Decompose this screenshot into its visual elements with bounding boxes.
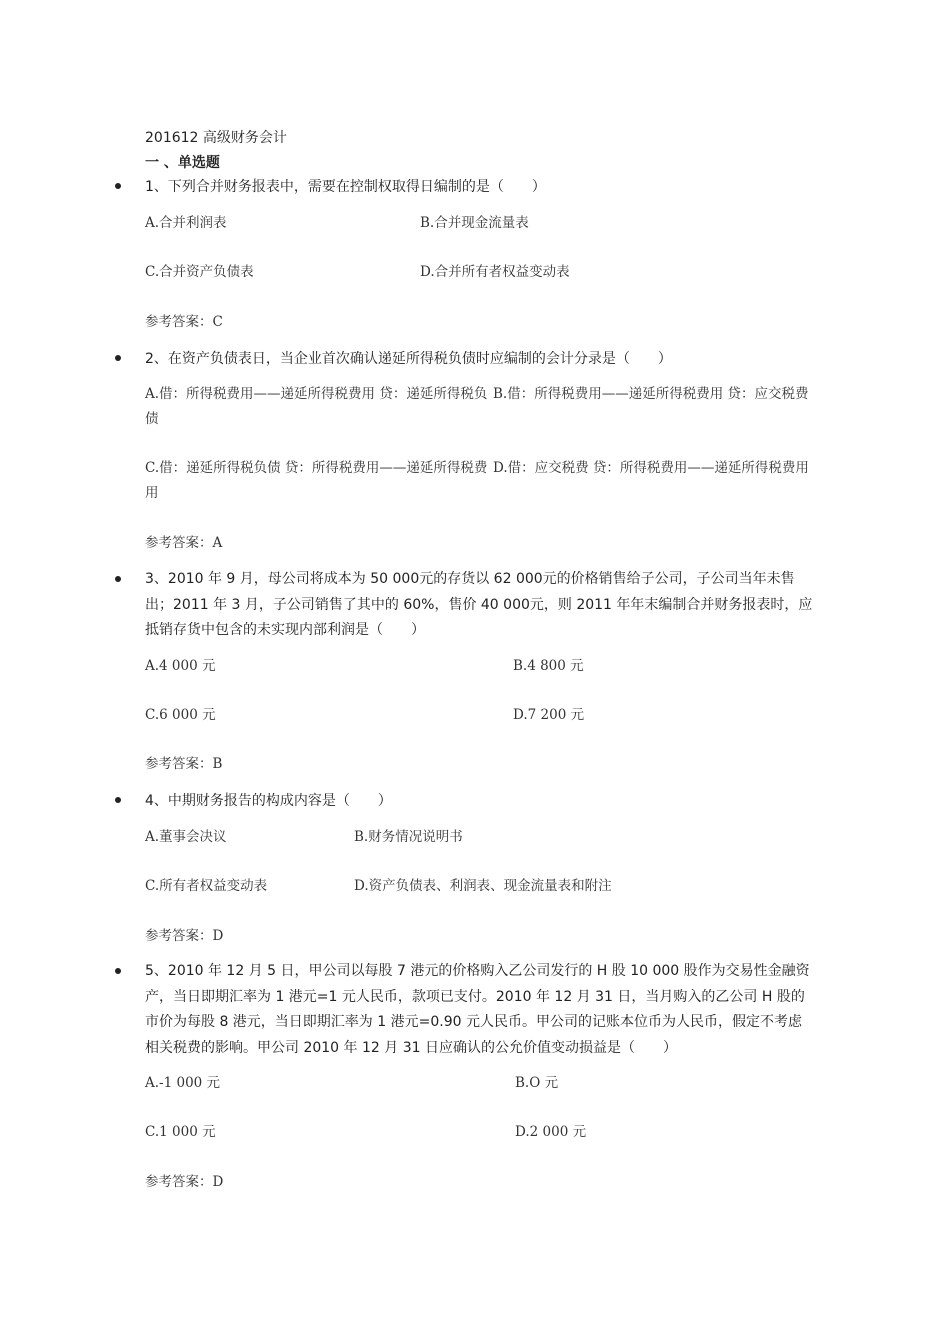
question-5-text: 5、2010 年 12 月 5 日，甲公司以每股 7 港元的价格购入乙公司发行的 H 股 10 000 股作为交易性金融资产，当日即期汇率为 1 港元=1 元人民币，款项已支付。2010 年 12 月 31 日，当月购入的乙公司 H 股的市价为每股 8 港元，当日即期汇率为 1 港元=0.90 元人民币。甲公司的记账本位币为人民币，假定不考虑相关税费的影响。甲公司 2010 年 12 月 31 日应确认的公允价值变动损益是（ ）: [145, 963, 810, 1056]
question-2-option-c: C.借：递延所得税负债 贷：所得税费用——递延所得税费用: [145, 460, 488, 501]
bullet-icon: [115, 576, 121, 582]
question-4-text: 4、中期财务报告的构成内容是（ ）: [145, 793, 392, 809]
question-3-option-c: C.6 000 元: [145, 707, 216, 723]
question-1-option-a: A.合并利润表: [145, 215, 227, 231]
question-1-answer: 参考答案：C: [145, 314, 223, 330]
question-4-option-d: D.资产负债表、利润表、现金流量表和附注: [354, 878, 612, 894]
question-3-option-b: B.4 800 元: [513, 658, 584, 674]
question-1-option-b: B.合并现金流量表: [420, 215, 529, 231]
document-title: 201612 高级财务会计: [145, 130, 287, 146]
question-5-answer: 参考答案：D: [145, 1174, 224, 1190]
question-1-option-c: C.合并资产负债表: [145, 264, 254, 280]
bullet-icon: [115, 797, 121, 803]
question-2-option-a: A.借：所得税费用——递延所得税费用 贷：递延所得税负债: [145, 386, 488, 427]
bullet-icon: [115, 355, 121, 361]
question-5-option-b: B.O 元: [515, 1075, 559, 1091]
question-2-answer: 参考答案：A: [145, 535, 223, 551]
question-4-option-c: C.所有者权益变动表: [145, 878, 268, 894]
question-2-option-d: D.借：应交税费 贷：所得税费用——递延所得税费用: [493, 460, 809, 476]
question-5-option-c: C.1 000 元: [145, 1124, 216, 1140]
question-2-option-b: B.借：所得税费用——递延所得税费用 贷：应交税费: [493, 386, 809, 402]
question-4-answer: 参考答案：D: [145, 928, 224, 944]
question-3-option-a: A.4 000 元: [145, 658, 216, 674]
question-1-text: 1、下列合并财务报表中，需要在控制权取得日编制的是（ ）: [145, 179, 546, 195]
section-heading: 一 、单选题: [145, 155, 220, 171]
question-3-answer: 参考答案：B: [145, 756, 223, 772]
question-3-option-d: D.7 200 元: [513, 707, 585, 723]
question-5-option-a: A.-1 000 元: [145, 1075, 221, 1091]
question-5-option-d: D.2 000 元: [515, 1124, 587, 1140]
question-3-text: 3、2010 年 9 月，母公司将成本为 50 000元的存货以 62 000元的价格销售给子公司，子公司当年未售出；2011 年 3 月，子公司销售了其中的 60%，售价 40 000元，则 2011 年年末编制合并财务报表时，应抵销存货中包含的未实现内部利润是（ ）: [145, 571, 813, 638]
bullet-icon: [115, 183, 121, 189]
question-4-option-a: A.董事会决议: [145, 829, 227, 845]
question-2-text: 2、在资产负债表日，当企业首次确认递延所得税负债时应编制的会计分录是（ ）: [145, 351, 672, 367]
question-1-option-d: D.合并所有者权益变动表: [420, 264, 570, 280]
bullet-icon: [115, 968, 121, 974]
question-4-option-b: B.财务情况说明书: [354, 829, 463, 845]
